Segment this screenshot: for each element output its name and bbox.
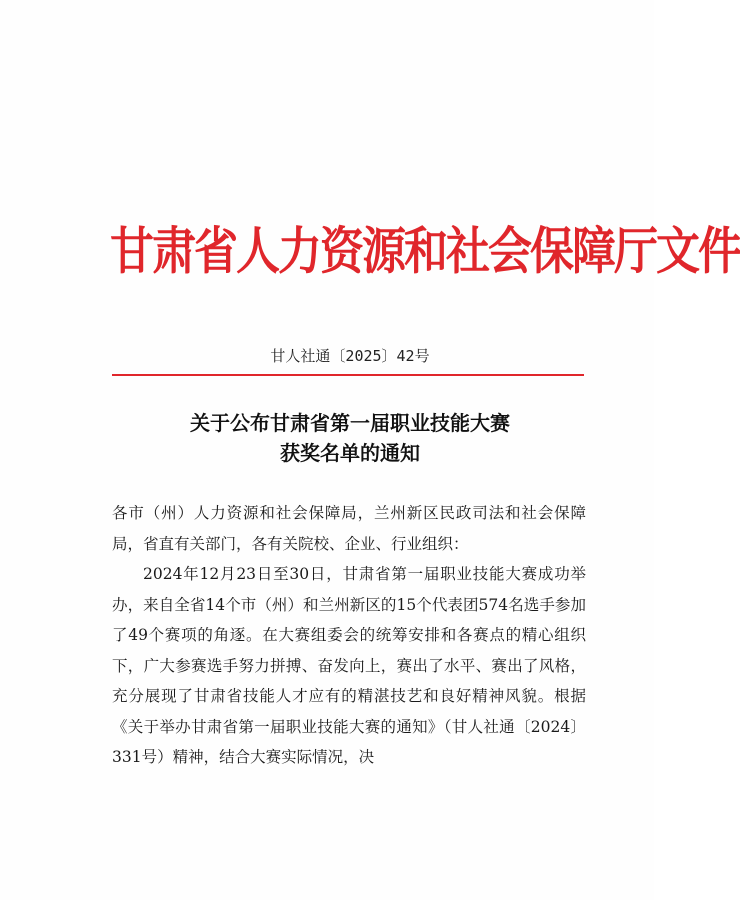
title-line-1: 关于公布甘肃省第一届职业技能大赛 bbox=[190, 411, 510, 435]
title-line-2: 获奖名单的通知 bbox=[280, 441, 420, 465]
document-title bbox=[110, 408, 590, 468]
document-masthead: 甘肃省人力资源和社会保障厅文件 bbox=[110, 222, 740, 282]
red-divider-line bbox=[112, 374, 584, 376]
document-number: 甘人社通〔2025〕42号 bbox=[270, 347, 430, 365]
document-body bbox=[112, 498, 586, 773]
body-paragraph: 2024年12月23日至30日，甘肃省第一届职业技能大赛成功举办，来自全省14个市（州）和兰州新区的15个代表团574名选手参加了49个赛项的角逐。在大赛组委会的统筹安排和各赛点的精心组织下，广大参赛选手努力拼搏、奋发向上，赛出了水平、赛出了风格，充分展现了甘肃省技能人才应有的精湛技艺和良好精神风貌。根据《关于举办甘肃省第一届职业技能大赛的通知》（甘人社通〔2024〕331号）精神，结合大赛实际情况，决 bbox=[112, 565, 586, 766]
salutation-paragraph: 各市（州）人力资源和社会保障局，兰州新区民政司法和社会保障局，省直有关部门，各有关院校、企业、行业组织： bbox=[112, 504, 586, 553]
